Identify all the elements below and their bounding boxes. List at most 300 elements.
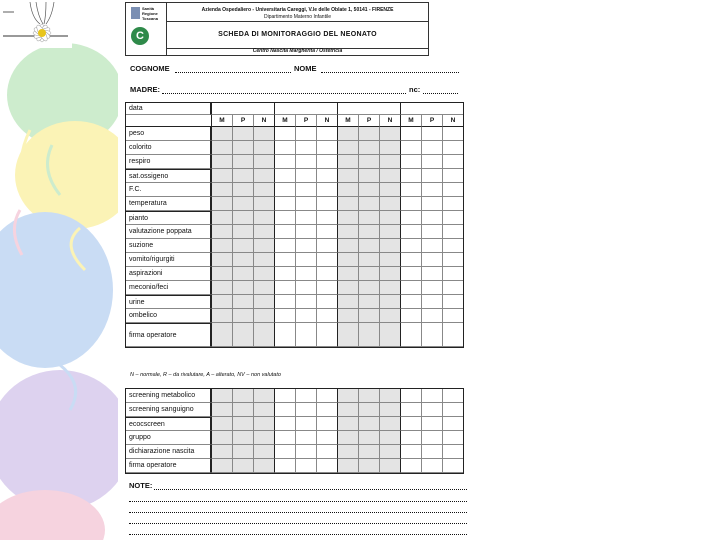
grid-cell[interactable] xyxy=(211,155,232,169)
grid-cell[interactable] xyxy=(400,389,421,403)
grid-cell[interactable] xyxy=(211,253,232,267)
grid-cell[interactable] xyxy=(337,183,358,197)
grid-cell[interactable] xyxy=(274,389,295,403)
grid-cell[interactable] xyxy=(400,141,421,155)
grid-cell[interactable] xyxy=(253,309,274,323)
grid-cell[interactable] xyxy=(253,141,274,155)
grid-cell[interactable] xyxy=(379,431,400,445)
monitoring-table xyxy=(125,102,464,348)
grid-cell[interactable] xyxy=(379,295,400,309)
grid-cell[interactable] xyxy=(232,309,253,323)
grid-cell[interactable] xyxy=(253,127,274,141)
grid-cell[interactable] xyxy=(253,211,274,225)
grid-cell[interactable] xyxy=(358,127,379,141)
grid-cell[interactable] xyxy=(421,309,442,323)
row-label: valutazione poppata xyxy=(126,225,211,239)
grid-cell[interactable] xyxy=(379,281,400,295)
grid-cell[interactable] xyxy=(400,239,421,253)
grid-cell[interactable] xyxy=(337,225,358,239)
grid-cell[interactable] xyxy=(316,225,337,239)
grid-cell[interactable] xyxy=(358,155,379,169)
grid-cell[interactable] xyxy=(316,295,337,309)
grid-cell[interactable] xyxy=(421,323,442,347)
grid-cell[interactable] xyxy=(358,239,379,253)
grid-cell[interactable] xyxy=(337,197,358,211)
grid-cell[interactable] xyxy=(442,403,463,417)
shift-code-header: M xyxy=(400,115,421,127)
grid-cell[interactable] xyxy=(274,431,295,445)
grid-cell[interactable] xyxy=(400,323,421,347)
grid-cell[interactable] xyxy=(379,445,400,459)
grid-cell[interactable] xyxy=(400,197,421,211)
grid-cell[interactable] xyxy=(295,225,316,239)
grid-cell[interactable] xyxy=(337,239,358,253)
grid-cell[interactable] xyxy=(337,253,358,267)
name-field[interactable] xyxy=(321,72,459,73)
grid-cell[interactable] xyxy=(232,323,253,347)
grid-cell[interactable] xyxy=(295,267,316,281)
grid-cell[interactable] xyxy=(211,267,232,281)
grid-cell[interactable] xyxy=(442,225,463,239)
grid-cell[interactable] xyxy=(316,281,337,295)
grid-cell[interactable] xyxy=(232,211,253,225)
shift-code-header: M xyxy=(211,115,232,127)
grid-cell[interactable] xyxy=(232,169,253,183)
grid-cell[interactable] xyxy=(400,155,421,169)
grid-cell[interactable] xyxy=(316,309,337,323)
grid-cell[interactable] xyxy=(442,281,463,295)
grid-cell[interactable] xyxy=(253,225,274,239)
grid-cell[interactable] xyxy=(274,403,295,417)
notes-line[interactable] xyxy=(129,501,467,502)
grid-cell[interactable] xyxy=(232,295,253,309)
grid-cell[interactable] xyxy=(211,389,232,403)
balloon-blue xyxy=(0,212,113,368)
grid-cell[interactable] xyxy=(295,403,316,417)
grid-cell[interactable] xyxy=(211,197,232,211)
grid-cell[interactable] xyxy=(211,141,232,155)
grid-cell[interactable] xyxy=(421,431,442,445)
grid-cell[interactable] xyxy=(253,155,274,169)
grid-cell[interactable] xyxy=(316,323,337,347)
grid-cell[interactable] xyxy=(316,141,337,155)
grid-cell[interactable] xyxy=(232,267,253,281)
grid-cell[interactable] xyxy=(379,225,400,239)
shift-code-header: P xyxy=(295,115,316,127)
grid-cell[interactable] xyxy=(358,417,379,431)
grid-cell[interactable] xyxy=(295,445,316,459)
screening-table xyxy=(125,388,464,474)
grid-cell[interactable] xyxy=(379,127,400,141)
grid-cell[interactable] xyxy=(295,431,316,445)
grid-cell[interactable] xyxy=(232,155,253,169)
grid-cell[interactable] xyxy=(253,431,274,445)
grid-cell[interactable] xyxy=(400,417,421,431)
grid-cell[interactable] xyxy=(295,169,316,183)
grid-cell[interactable] xyxy=(379,417,400,431)
grid-cell[interactable] xyxy=(337,169,358,183)
date-label: data xyxy=(126,103,211,115)
screening-row-label: screening metabolico xyxy=(126,389,211,403)
grid-cell[interactable] xyxy=(232,239,253,253)
row-label: peso xyxy=(126,127,211,141)
grid-cell[interactable] xyxy=(316,253,337,267)
grid-cell[interactable] xyxy=(316,403,337,417)
grid-cell[interactable] xyxy=(316,211,337,225)
grid-cell[interactable] xyxy=(232,253,253,267)
notes-label: NOTE: xyxy=(129,481,153,490)
grid-cell[interactable] xyxy=(337,281,358,295)
grid-cell[interactable] xyxy=(421,183,442,197)
grid-cell[interactable] xyxy=(379,459,400,473)
screening-row-label: firma operatore xyxy=(126,459,211,473)
date-cell[interactable] xyxy=(274,103,337,115)
grid-cell[interactable] xyxy=(316,169,337,183)
grid-cell[interactable] xyxy=(337,267,358,281)
grid-cell[interactable] xyxy=(442,459,463,473)
grid-cell[interactable] xyxy=(379,183,400,197)
grid-cell[interactable] xyxy=(421,197,442,211)
grid-cell[interactable] xyxy=(358,169,379,183)
grid-cell[interactable] xyxy=(211,459,232,473)
grid-cell[interactable] xyxy=(211,183,232,197)
grid-cell[interactable] xyxy=(400,253,421,267)
grid-cell[interactable] xyxy=(421,155,442,169)
grid-cell[interactable] xyxy=(337,417,358,431)
grid-cell[interactable] xyxy=(379,155,400,169)
grid-cell[interactable] xyxy=(295,141,316,155)
shift-code-header: M xyxy=(274,115,295,127)
grid-cell[interactable] xyxy=(442,183,463,197)
flower-logo xyxy=(0,0,72,48)
grid-cell[interactable] xyxy=(442,389,463,403)
balloon-yellow xyxy=(15,121,135,229)
grid-cell[interactable] xyxy=(358,183,379,197)
grid-cell[interactable] xyxy=(274,267,295,281)
grid-cell[interactable] xyxy=(211,295,232,309)
grid-cell[interactable] xyxy=(358,403,379,417)
shift-code-header: M xyxy=(337,115,358,127)
surname-field[interactable] xyxy=(175,72,291,73)
grid-cell[interactable] xyxy=(379,309,400,323)
grid-cell[interactable] xyxy=(337,295,358,309)
grid-cell[interactable] xyxy=(421,417,442,431)
grid-cell[interactable] xyxy=(400,281,421,295)
grid-cell[interactable] xyxy=(421,141,442,155)
grid-cell[interactable] xyxy=(358,295,379,309)
grid-cell[interactable] xyxy=(211,239,232,253)
grid-cell[interactable] xyxy=(400,445,421,459)
grid-cell[interactable] xyxy=(358,141,379,155)
surname-label: COGNOME xyxy=(130,64,170,73)
grid-cell[interactable] xyxy=(211,169,232,183)
grid-cell[interactable] xyxy=(253,445,274,459)
grid-cell[interactable] xyxy=(295,417,316,431)
grid-cell[interactable] xyxy=(253,295,274,309)
mother-field[interactable] xyxy=(162,93,406,94)
grid-cell[interactable] xyxy=(442,431,463,445)
grid-cell[interactable] xyxy=(316,127,337,141)
grid-cell[interactable] xyxy=(211,281,232,295)
legend: N – normale, R – da rivalutare, A – alterato, NV – non valutato xyxy=(130,372,281,378)
grid-cell[interactable] xyxy=(442,309,463,323)
date-cell[interactable] xyxy=(400,103,463,115)
grid-cell[interactable] xyxy=(337,403,358,417)
grid-cell[interactable] xyxy=(274,197,295,211)
row-label: ombelico xyxy=(126,309,211,323)
grid-cell[interactable] xyxy=(400,267,421,281)
grid-cell[interactable] xyxy=(337,155,358,169)
grid-cell[interactable] xyxy=(316,431,337,445)
grid-cell[interactable] xyxy=(211,127,232,141)
screening-row-label: screening sanguigno xyxy=(126,403,211,417)
grid-cell[interactable] xyxy=(421,295,442,309)
row-label: respiro xyxy=(126,155,211,169)
grid-cell[interactable] xyxy=(421,225,442,239)
grid-cell[interactable] xyxy=(442,417,463,431)
grid-cell[interactable] xyxy=(211,445,232,459)
grid-cell[interactable] xyxy=(358,197,379,211)
grid-cell[interactable] xyxy=(358,211,379,225)
notes-line[interactable] xyxy=(129,534,467,535)
grid-cell[interactable] xyxy=(295,239,316,253)
grid-cell[interactable] xyxy=(274,127,295,141)
grid-cell[interactable] xyxy=(421,403,442,417)
grid-cell[interactable] xyxy=(421,169,442,183)
grid-cell[interactable] xyxy=(442,141,463,155)
grid-cell[interactable] xyxy=(442,169,463,183)
grid-cell[interactable] xyxy=(400,295,421,309)
grid-cell[interactable] xyxy=(421,281,442,295)
grid-cell[interactable] xyxy=(211,309,232,323)
grid-cell[interactable] xyxy=(232,403,253,417)
grid-cell[interactable] xyxy=(253,197,274,211)
grid-cell[interactable] xyxy=(253,459,274,473)
row-label: pianto xyxy=(126,211,211,225)
notes-line[interactable] xyxy=(129,523,467,524)
grid-cell[interactable] xyxy=(253,239,274,253)
grid-cell[interactable] xyxy=(400,127,421,141)
grid-cell[interactable] xyxy=(337,211,358,225)
grid-cell[interactable] xyxy=(295,127,316,141)
grid-cell[interactable] xyxy=(379,389,400,403)
grid-cell[interactable] xyxy=(316,155,337,169)
grid-cell[interactable] xyxy=(253,389,274,403)
grid-cell[interactable] xyxy=(274,281,295,295)
grid-cell[interactable] xyxy=(274,211,295,225)
header-logos xyxy=(126,3,167,55)
grid-cell[interactable] xyxy=(379,211,400,225)
grid-cell[interactable] xyxy=(442,253,463,267)
grid-cell[interactable] xyxy=(358,431,379,445)
header-text xyxy=(167,3,428,55)
grid-cell[interactable] xyxy=(337,445,358,459)
grid-cell[interactable] xyxy=(295,323,316,347)
grid-cell[interactable] xyxy=(274,169,295,183)
grid-cell[interactable] xyxy=(232,127,253,141)
shift-code-header: P xyxy=(232,115,253,127)
grid-cell[interactable] xyxy=(253,183,274,197)
screening-row-label: gruppo xyxy=(126,431,211,445)
grid-cell[interactable] xyxy=(211,211,232,225)
grid-cell[interactable] xyxy=(442,197,463,211)
grid-cell[interactable] xyxy=(337,141,358,155)
grid-cell[interactable] xyxy=(442,239,463,253)
grid-cell[interactable] xyxy=(211,403,232,417)
grid-cell[interactable] xyxy=(337,431,358,445)
grid-cell[interactable] xyxy=(337,309,358,323)
grid-cell[interactable] xyxy=(442,295,463,309)
grid-cell[interactable] xyxy=(379,323,400,347)
grid-cell[interactable] xyxy=(274,295,295,309)
grid-cell[interactable] xyxy=(442,127,463,141)
grid-cell[interactable] xyxy=(316,445,337,459)
grid-cell[interactable] xyxy=(274,141,295,155)
grid-cell[interactable] xyxy=(442,211,463,225)
grid-cell[interactable] xyxy=(211,225,232,239)
grid-cell[interactable] xyxy=(442,323,463,347)
row-label: aspirazioni xyxy=(126,267,211,281)
grid-cell[interactable] xyxy=(253,169,274,183)
grid-cell[interactable] xyxy=(295,295,316,309)
grid-cell[interactable] xyxy=(379,253,400,267)
grid-cell[interactable] xyxy=(316,239,337,253)
grid-cell[interactable] xyxy=(316,183,337,197)
grid-cell[interactable] xyxy=(379,239,400,253)
grid-cell[interactable] xyxy=(232,281,253,295)
grid-cell[interactable] xyxy=(295,253,316,267)
grid-cell[interactable] xyxy=(337,127,358,141)
grid-cell[interactable] xyxy=(274,183,295,197)
grid-cell[interactable] xyxy=(253,417,274,431)
grid-cell[interactable] xyxy=(421,459,442,473)
grid-cell[interactable] xyxy=(274,309,295,323)
grid-cell[interactable] xyxy=(400,403,421,417)
grid-cell[interactable] xyxy=(379,403,400,417)
screening-row-label: dichiarazione nascita xyxy=(126,445,211,459)
grid-cell[interactable] xyxy=(295,281,316,295)
grid-cell[interactable] xyxy=(274,253,295,267)
grid-cell[interactable] xyxy=(316,389,337,403)
mother-tail-field[interactable] xyxy=(423,93,458,94)
grid-cell[interactable] xyxy=(316,459,337,473)
document-header xyxy=(125,2,429,56)
grid-cell[interactable] xyxy=(232,197,253,211)
grid-cell[interactable] xyxy=(337,389,358,403)
grid-cell[interactable] xyxy=(211,417,232,431)
grid-cell[interactable] xyxy=(421,127,442,141)
header-blank-cell xyxy=(126,115,211,127)
grid-cell[interactable] xyxy=(232,459,253,473)
grid-cell[interactable] xyxy=(253,253,274,267)
grid-cell[interactable] xyxy=(421,211,442,225)
grid-cell[interactable] xyxy=(253,323,274,347)
grid-cell[interactable] xyxy=(274,323,295,347)
grid-cell[interactable] xyxy=(253,281,274,295)
grid-cell[interactable] xyxy=(400,211,421,225)
grid-cell[interactable] xyxy=(400,225,421,239)
grid-cell[interactable] xyxy=(400,431,421,445)
grid-cell[interactable] xyxy=(274,459,295,473)
grid-cell[interactable] xyxy=(232,431,253,445)
grid-cell[interactable] xyxy=(379,169,400,183)
grid-cell[interactable] xyxy=(400,169,421,183)
grid-cell[interactable] xyxy=(358,445,379,459)
grid-cell[interactable] xyxy=(358,281,379,295)
monitoring-sheet xyxy=(118,0,480,540)
grid-cell[interactable] xyxy=(421,267,442,281)
grid-cell[interactable] xyxy=(274,155,295,169)
grid-cell[interactable] xyxy=(337,459,358,473)
grid-cell[interactable] xyxy=(232,389,253,403)
grid-cell[interactable] xyxy=(379,197,400,211)
grid-cell[interactable] xyxy=(274,445,295,459)
grid-cell[interactable] xyxy=(358,225,379,239)
grid-cell[interactable] xyxy=(232,141,253,155)
grid-cell[interactable] xyxy=(316,267,337,281)
grid-cell[interactable] xyxy=(358,323,379,347)
grid-cell[interactable] xyxy=(442,267,463,281)
grid-cell[interactable] xyxy=(358,253,379,267)
grid-cell[interactable] xyxy=(400,459,421,473)
grid-cell[interactable] xyxy=(421,389,442,403)
grid-cell[interactable] xyxy=(211,431,232,445)
grid-cell[interactable] xyxy=(295,389,316,403)
grid-cell[interactable] xyxy=(295,309,316,323)
grid-cell[interactable] xyxy=(400,183,421,197)
grid-cell[interactable] xyxy=(421,445,442,459)
grid-cell[interactable] xyxy=(295,197,316,211)
grid-cell[interactable] xyxy=(316,197,337,211)
notes-line[interactable] xyxy=(129,512,467,513)
grid-cell[interactable] xyxy=(232,445,253,459)
grid-cell[interactable] xyxy=(274,225,295,239)
grid-cell[interactable] xyxy=(358,309,379,323)
grid-cell[interactable] xyxy=(274,239,295,253)
grid-cell[interactable] xyxy=(295,155,316,169)
grid-cell[interactable] xyxy=(211,323,232,347)
grid-cell[interactable] xyxy=(274,417,295,431)
grid-cell[interactable] xyxy=(379,267,400,281)
page-title: SCHEDA DI MONITORAGGIO DEL NEONATO xyxy=(167,21,428,49)
grid-cell[interactable] xyxy=(253,403,274,417)
grid-cell[interactable] xyxy=(400,309,421,323)
grid-cell[interactable] xyxy=(442,155,463,169)
grid-cell[interactable] xyxy=(379,141,400,155)
grid-cell[interactable] xyxy=(358,267,379,281)
grid-cell[interactable] xyxy=(421,239,442,253)
grid-cell[interactable] xyxy=(337,323,358,347)
grid-cell[interactable] xyxy=(253,267,274,281)
hospital-logo: C xyxy=(131,27,149,45)
grid-cell[interactable] xyxy=(358,389,379,403)
grid-cell[interactable] xyxy=(295,183,316,197)
grid-cell[interactable] xyxy=(421,253,442,267)
grid-cell[interactable] xyxy=(358,459,379,473)
date-cell[interactable] xyxy=(211,103,274,115)
grid-cell[interactable] xyxy=(232,183,253,197)
grid-cell[interactable] xyxy=(295,459,316,473)
grid-cell[interactable] xyxy=(316,417,337,431)
shift-code-header: P xyxy=(421,115,442,127)
grid-cell[interactable] xyxy=(295,211,316,225)
date-cell[interactable] xyxy=(337,103,400,115)
grid-cell[interactable] xyxy=(442,445,463,459)
shift-code-header: N xyxy=(316,115,337,127)
grid-cell[interactable] xyxy=(232,417,253,431)
notes-line[interactable] xyxy=(154,489,467,490)
grid-cell[interactable] xyxy=(232,225,253,239)
